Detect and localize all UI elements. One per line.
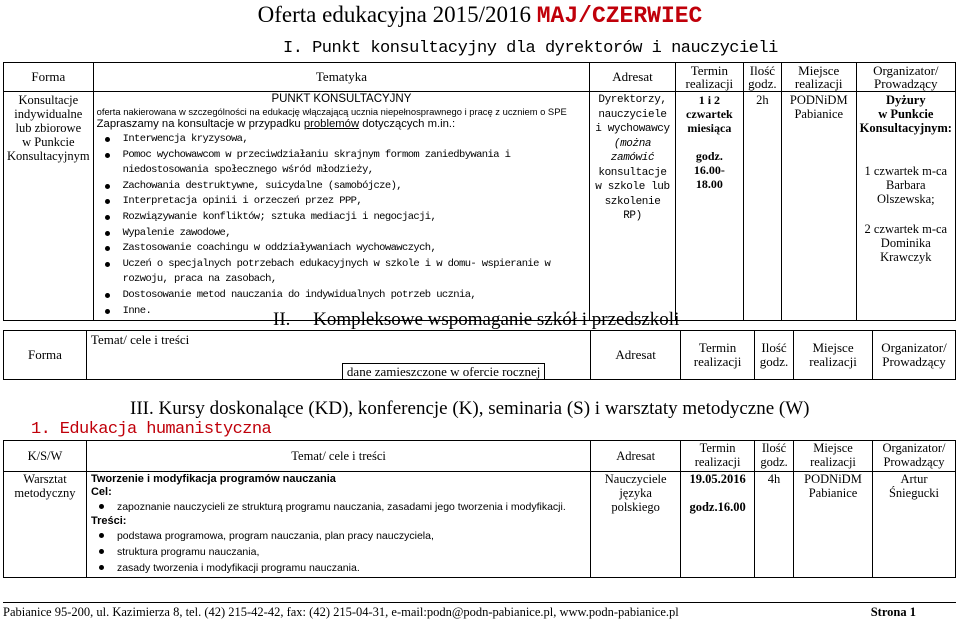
tematyka-cell — [93, 92, 590, 321]
s3-organizator-l1: Organizator/ — [882, 441, 946, 455]
topic-title: PUNKT KONSULTACYJNY — [271, 93, 412, 105]
header-organizator-l2: Prowadzący — [874, 76, 938, 91]
forma-l4: w Punkcie — [22, 135, 75, 149]
list-item: Uczeń o specjalnych potrzebach edukacyjnych w szkole i w domu- wspieranie w rozwoju, praca na zasobach, — [97, 257, 587, 288]
org-p2-l1: 2 czwartek m-ca — [864, 222, 948, 236]
s3-header-organizator — [872, 441, 955, 472]
list-item: struktura programu nauczania, — [91, 544, 586, 560]
adresat-l5: zamówić — [610, 152, 655, 164]
termin-cell — [675, 92, 743, 321]
list-item: Pomoc wychowawcom w przeciwdziałaniu skrajnym formom zaniedbywania i niedostosowania społecznego wśród młodzieży, — [97, 148, 587, 179]
header-ilosc-l2: godz. — [748, 76, 777, 91]
s3-header-termin — [681, 441, 755, 472]
s2-termin-l1: Termin — [698, 340, 737, 355]
termin-l5: 16.00- — [693, 163, 725, 177]
header-termin-l1: Termin — [690, 63, 729, 78]
s3-termin-date: 19.05.2016 — [689, 472, 746, 486]
forma-l2: indywidualne — [14, 107, 83, 121]
s3-row-title: Tworzenie i modyfikacja programów nauczania — [90, 473, 336, 485]
s2-organizator-l1: Organizator/ — [881, 340, 947, 355]
termin-l1: 1 i 2 — [698, 93, 721, 107]
page-title — [0, 2, 960, 29]
list-item: Inne. — [97, 304, 587, 320]
s2-header-organizator — [872, 331, 955, 380]
header-adresat: Adresat — [590, 63, 676, 92]
s3-adresat-l2: języka — [619, 486, 652, 500]
header-miejsce-l2: realizacji — [794, 76, 843, 91]
list-item: Interpretacja opinii i orzeczeń przez PPP, — [97, 194, 587, 210]
s3-adresat-l3: polskiego — [611, 500, 660, 514]
list-item: Interwencja kryzysowa, — [97, 132, 587, 148]
s3-organizator-cell — [872, 472, 955, 578]
forma-cell — [4, 92, 94, 321]
org-p1-l3: Olszewska; — [876, 192, 935, 206]
s3-organizator-l2: Śniegucki — [888, 486, 939, 500]
s3-termin-l2: realizacji — [694, 455, 741, 469]
s3-miejsce-l1: Miejsce — [813, 441, 853, 455]
s3-header-forma: K/S/W — [4, 441, 87, 472]
s3-header-miejsce — [794, 441, 873, 472]
s3-forma-l1: Warsztat — [23, 472, 67, 486]
list-item: zapoznanie nauczycieli ze strukturą programu nauczania, zasadami jego tworzenia i modyfikacji. — [91, 499, 586, 515]
list-item: Dostosowanie metod nauczania do indywidualnych potrzeb ucznia, — [97, 288, 587, 304]
s3-adresat-l1: Nauczyciele — [604, 472, 667, 486]
list-item: podstawa programowa, program nauczania, plan pracy nauczyciela, — [91, 528, 586, 544]
s3-termin-time: godz.16.00 — [689, 500, 746, 514]
s3-tresci-list — [91, 528, 586, 576]
s2-organizator-l2: Prowadzący — [882, 354, 946, 369]
s3-ilosc-cell: 4h — [755, 472, 794, 578]
org-p2-l3: Krawczyk — [880, 250, 932, 264]
forma-l1: Konsultacje — [18, 93, 79, 107]
s3-ilosc-l2: godz. — [760, 455, 788, 469]
topic-list — [97, 132, 587, 319]
s2-header-ilosc — [755, 331, 794, 380]
section3-heading: III. Kursy doskonalące (KD), konferencje (K), seminaria (S) i warsztaty metodyczne (W) — [130, 398, 810, 419]
s2-header-miejsce — [794, 331, 873, 380]
list-item: Rozwiązywanie konfliktów; sztuka mediacji i negocjacji, — [97, 210, 587, 226]
s3-termin-l1: Termin — [699, 441, 736, 455]
miejsce-l2: Pabianice — [794, 107, 844, 121]
header-organizator — [856, 63, 955, 92]
list-item: zasady tworzenia i modyfikacji programu nauczania. — [91, 560, 586, 576]
header-miejsce — [781, 63, 856, 92]
section2-table — [3, 330, 956, 380]
list-item: Zachowania destruktywne, suicydalne (samobójcze), — [97, 179, 587, 195]
termin-l6: 18.00 — [695, 177, 723, 191]
topic-invite-b: problemów — [303, 118, 360, 130]
s3-termin-cell — [681, 472, 755, 578]
s2-ilosc-l2: godz. — [759, 354, 789, 369]
section3-subheading: 1. Edukacja humanistyczna — [31, 420, 272, 439]
s2-miejsce-l2: realizacji — [809, 354, 857, 369]
s3-header-ilosc — [755, 441, 794, 472]
forma-l3: lub zbiorowe — [15, 121, 82, 135]
miejsce-cell — [781, 92, 856, 321]
section2-heading-num: II. — [273, 309, 291, 330]
s3-organizator-l1: Artur — [900, 472, 928, 486]
list-item: Zastosowanie coachingu w oddziaływaniach wychowawczych, — [97, 241, 587, 257]
forma-l5: Konsultacyjnym — [7, 149, 90, 163]
section1-heading: I. Punkt konsultacyjny dla dyrektorów i nauczycieli — [283, 39, 778, 58]
adresat-l6: konsultacje — [598, 166, 667, 179]
termin-l4: godz. — [695, 149, 723, 163]
s2-header-temat — [86, 331, 590, 380]
s3-miejsce-l2: Pabianice — [808, 486, 858, 500]
org-p1-l1: 1 czwartek m-ca — [864, 164, 948, 178]
organizator-cell — [856, 92, 955, 321]
s2-note: dane zamieszczone w ofercie rocznej — [342, 363, 545, 380]
adresat-l7: w szkole lub — [595, 181, 670, 193]
ilosc-cell: 2h — [743, 92, 781, 321]
s2-termin-l2: realizacji — [693, 354, 742, 369]
s3-organizator-l2: Prowadzący — [883, 455, 945, 469]
topic-invite-c: dotyczących m.in.: — [359, 118, 456, 130]
s3-adresat-cell — [591, 472, 681, 578]
adresat-l4: (można — [613, 137, 652, 150]
header-termin — [675, 63, 743, 92]
adresat-cell — [590, 92, 676, 321]
s3-miejsce-l1: PODNiDM — [804, 472, 862, 486]
s3-cel-list — [91, 499, 586, 515]
footer-address: Pabianice 95-200, ul. Kazimierza 8, tel. (42) 215-42-42, fax: (42) 215-04-31, e-mail:podn@podn-pabianice.pl, www.podn-pabianice.pl — [3, 605, 679, 619]
topic-invite — [97, 118, 587, 131]
miejsce-l1: PODNiDM — [789, 93, 848, 107]
s2-header-termin — [681, 331, 755, 380]
s2-header-forma: Forma — [4, 331, 87, 380]
section2-heading-text: Kompleksowe wspomaganie szkół i przedszkoli — [313, 309, 680, 330]
title-main: Oferta edukacyjna 2015/2016 — [257, 2, 531, 27]
section2-heading — [273, 309, 679, 331]
topic-invite-a: Zapraszamy na konsultacje w przypadku — [96, 118, 304, 130]
s3-miejsce-cell — [794, 472, 873, 578]
s3-miejsce-l2: realizacji — [810, 455, 856, 469]
section1-table — [3, 62, 956, 321]
dyzury-l3: Konsultacyjnym: — [859, 121, 952, 135]
s3-tresci-label: Treści: — [90, 515, 127, 527]
header-organizator-l1: Organizator/ — [873, 63, 939, 78]
footer-page-number: Strona 1 — [870, 605, 916, 619]
s3-forma-l2: metodyczny — [14, 486, 76, 500]
s2-miejsce-l1: Miejsce — [812, 340, 854, 355]
title-highlight: MAJ/CZERWIEC — [536, 3, 703, 29]
s3-header-adresat: Adresat — [591, 441, 681, 472]
page-footer — [3, 602, 956, 620]
section3-table — [3, 440, 956, 578]
header-termin-l2: realizacji — [685, 76, 734, 91]
termin-l2: czwartek — [686, 107, 733, 121]
header-ilosc — [743, 63, 781, 92]
header-tematyka: Tematyka — [93, 63, 590, 92]
s3-cel-label: Cel: — [90, 486, 112, 498]
adresat-l3: i wychowawcy — [595, 123, 670, 135]
topic-intro: oferta nakierowana w szczególności na edukację włączającą ucznia niepełnosprawnego i pracę z uczniem o SPE — [96, 106, 567, 117]
dyzury-l1: Dyżury — [886, 93, 926, 107]
s3-temat-cell — [86, 472, 590, 578]
s3-header-temat: Temat/ cele i treści — [86, 441, 590, 472]
dyzury-l2: w Punkcie — [878, 107, 934, 121]
s3-ilosc-l1: Ilość — [761, 441, 787, 455]
adresat-l2: nauczyciele — [598, 108, 667, 121]
adresat-l8: szkolenie RP) — [604, 195, 661, 222]
header-forma: Forma — [4, 63, 94, 92]
header-ilosc-l1: Ilość — [749, 63, 776, 78]
s2-temat-label: Temat/ cele i treści — [90, 332, 190, 347]
org-p1-l2: Barbara — [886, 178, 926, 192]
org-p2-l2: Dominika — [880, 236, 931, 250]
termin-l3: miesiąca — [687, 121, 732, 135]
adresat-l1: Dyrektorzy, — [598, 94, 667, 106]
list-item: Wypalenie zawodowe, — [97, 226, 587, 242]
s3-forma-cell — [4, 472, 87, 578]
header-miejsce-l1: Miejsce — [798, 63, 840, 78]
s2-ilosc-l1: Ilość — [761, 340, 787, 355]
s2-header-adresat: Adresat — [591, 331, 681, 380]
